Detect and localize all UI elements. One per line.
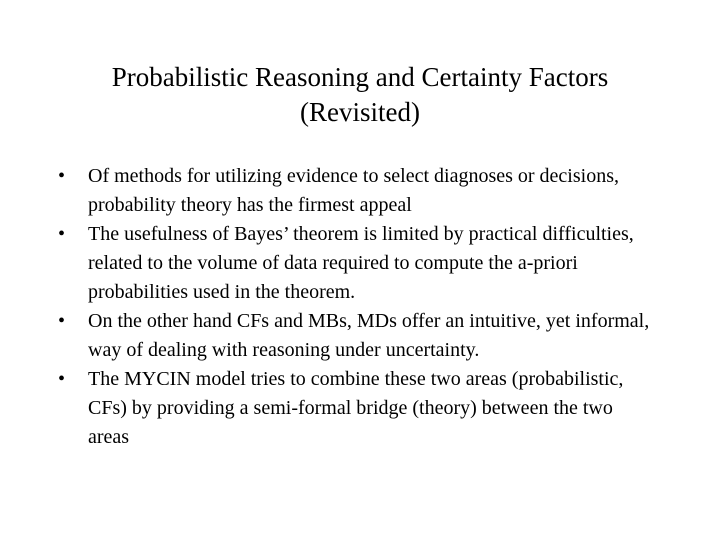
- slide-title-line-2: (Revisited): [300, 97, 420, 127]
- bullet-item: [58, 365, 658, 452]
- bullet-text: The usefulness of Bayes’ theorem is limited by practical difficulties, related to the volume of data required to compute the a-priori probabilities used in the theorem.: [88, 223, 634, 303]
- bullet-icon: •: [58, 223, 66, 245]
- bullet-list: [58, 162, 658, 452]
- bullet-icon: •: [58, 165, 66, 187]
- bullet-icon: •: [58, 368, 66, 390]
- bullet-item: [58, 307, 658, 365]
- bullet-icon: •: [58, 310, 66, 332]
- bullet-text: On the other hand CFs and MBs, MDs offer an intuitive, yet informal, way of dealing with reasoning under uncertainty.: [88, 310, 650, 361]
- bullet-item: [58, 162, 658, 220]
- bullet-text: The MYCIN model tries to combine these two areas (probabilistic, CFs) by providing a semi-formal bridge (theory) between the two areas: [88, 368, 624, 448]
- slide-title-line-1: Probabilistic Reasoning and Certainty Factors: [111, 62, 609, 92]
- bullet-text: Of methods for utilizing evidence to select diagnoses or decisions, probability theory has the firmest appeal: [88, 165, 619, 216]
- bullet-item: [58, 220, 658, 307]
- slide-title: [30, 60, 690, 130]
